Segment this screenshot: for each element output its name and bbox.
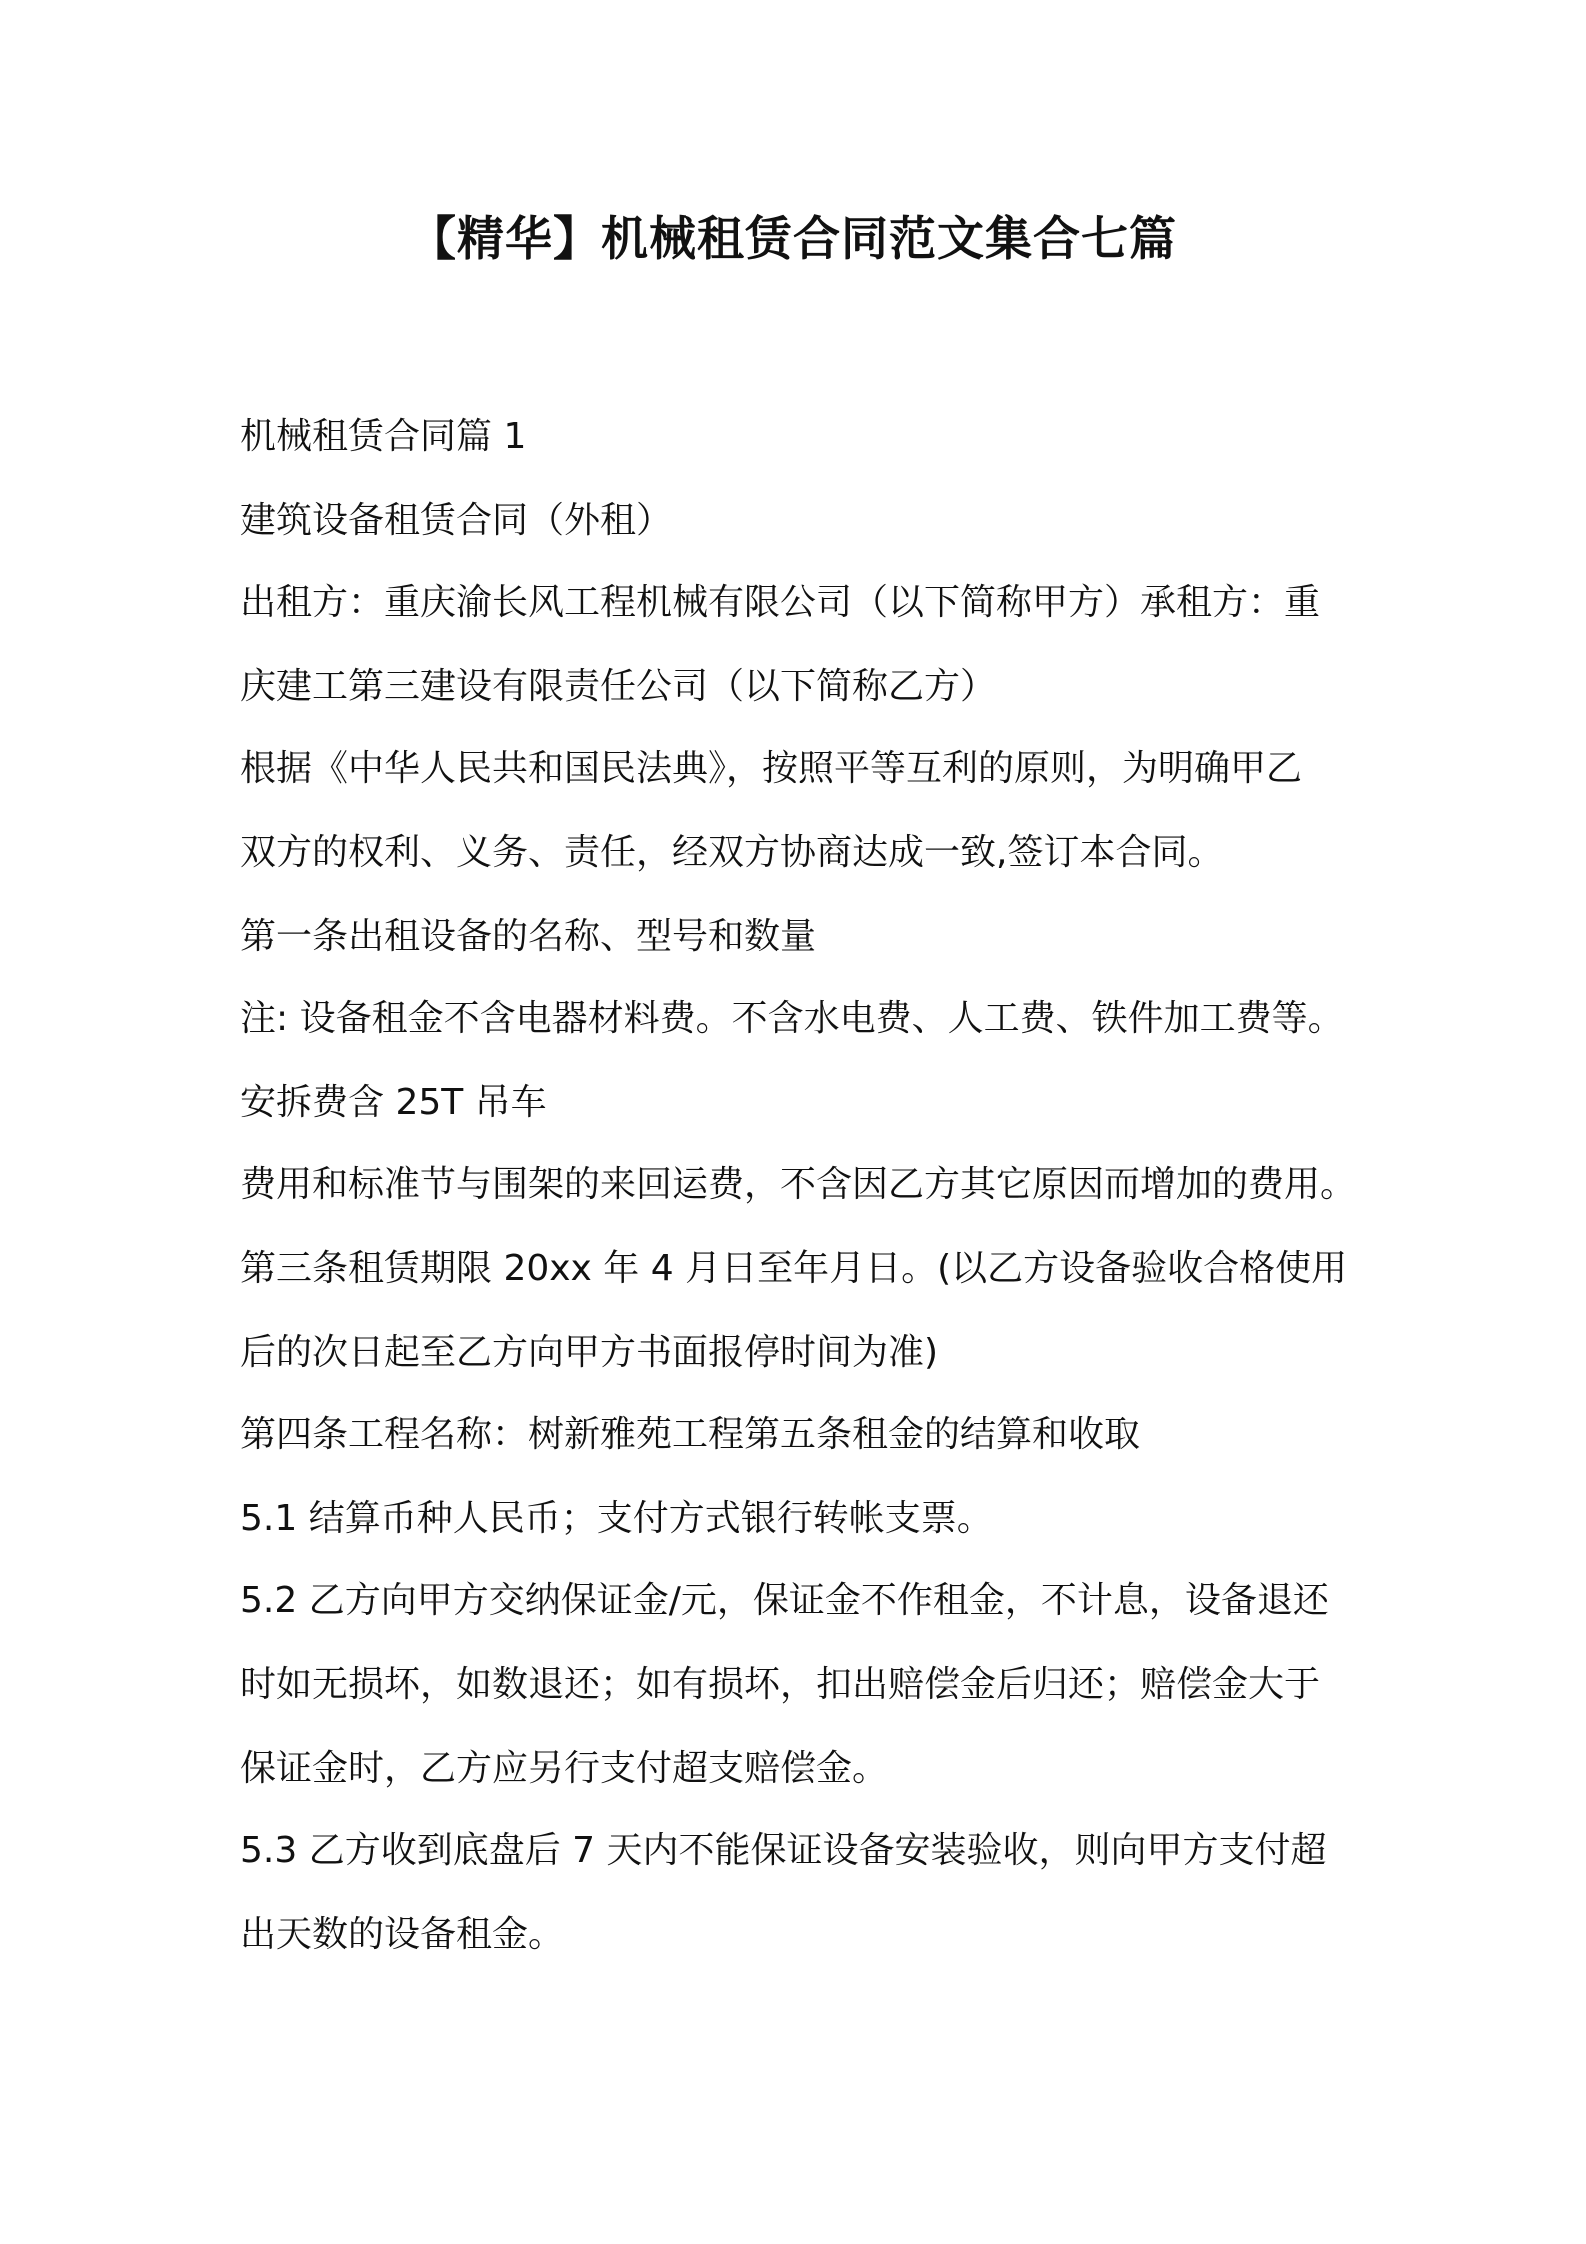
paragraph-line: 费用和标准节与围架的来回运费，不含因乙方其它原因而增加的费用。 xyxy=(240,1164,1357,1205)
document-title: 【精华】机械租赁合同范文集合七篇 xyxy=(409,212,1177,267)
section-heading: 机械租赁合同篇 1 xyxy=(240,416,527,457)
clause-heading: 第一条出租设备的名称、型号和数量 xyxy=(240,916,817,957)
paragraph-line: 庆建工第三建设有限责任公司（以下简称乙方） xyxy=(240,666,997,707)
paragraph-line: 根据《中华人民共和国民法典》，按照平等互利的原则，为明确甲乙 xyxy=(240,748,1303,789)
paragraph-line: 出租方：重庆渝长风工程机械有限公司（以下简称甲方）承租方：重 xyxy=(240,582,1321,623)
paragraph-line: 注: 设备租金不含电器材料费。不含水电费、人工费、铁件加工费等。 xyxy=(240,998,1344,1039)
paragraph-line: 出天数的设备租金。 xyxy=(240,1914,565,1955)
paragraph-line: 5.3 乙方收到底盘后 7 天内不能保证设备安装验收，则向甲方支付超 xyxy=(240,1830,1327,1871)
paragraph-line: 5.2 乙方向甲方交纳保证金/元，保证金不作租金，不计息，设备退还 xyxy=(240,1580,1329,1621)
paragraph-line: 5.1 结算币种人民币；支付方式银行转帐支票。 xyxy=(240,1498,993,1539)
paragraph-line: 双方的权利、义务、责任，经双方协商达成一致,签订本合同。 xyxy=(240,832,1224,873)
contract-subtitle: 建筑设备租赁合同（外租） xyxy=(240,500,673,541)
clause-heading: 第四条工程名称：树新雅苑工程第五条租金的结算和收取 xyxy=(240,1414,1141,1455)
paragraph-line: 第三条租赁期限 20xx 年 4 月日至年月日。(以乙方设备验收合格使用 xyxy=(240,1248,1348,1289)
paragraph-line: 保证金时，乙方应另行支付超支赔偿金。 xyxy=(240,1748,889,1789)
paragraph-line: 后的次日起至乙方向甲方书面报停时间为准) xyxy=(240,1332,939,1373)
paragraph-line: 安拆费含 25T 吊车 xyxy=(240,1082,547,1123)
paragraph-line: 时如无损坏，如数退还；如有损坏，扣出赔偿金后归还；赔偿金大于 xyxy=(240,1664,1321,1705)
